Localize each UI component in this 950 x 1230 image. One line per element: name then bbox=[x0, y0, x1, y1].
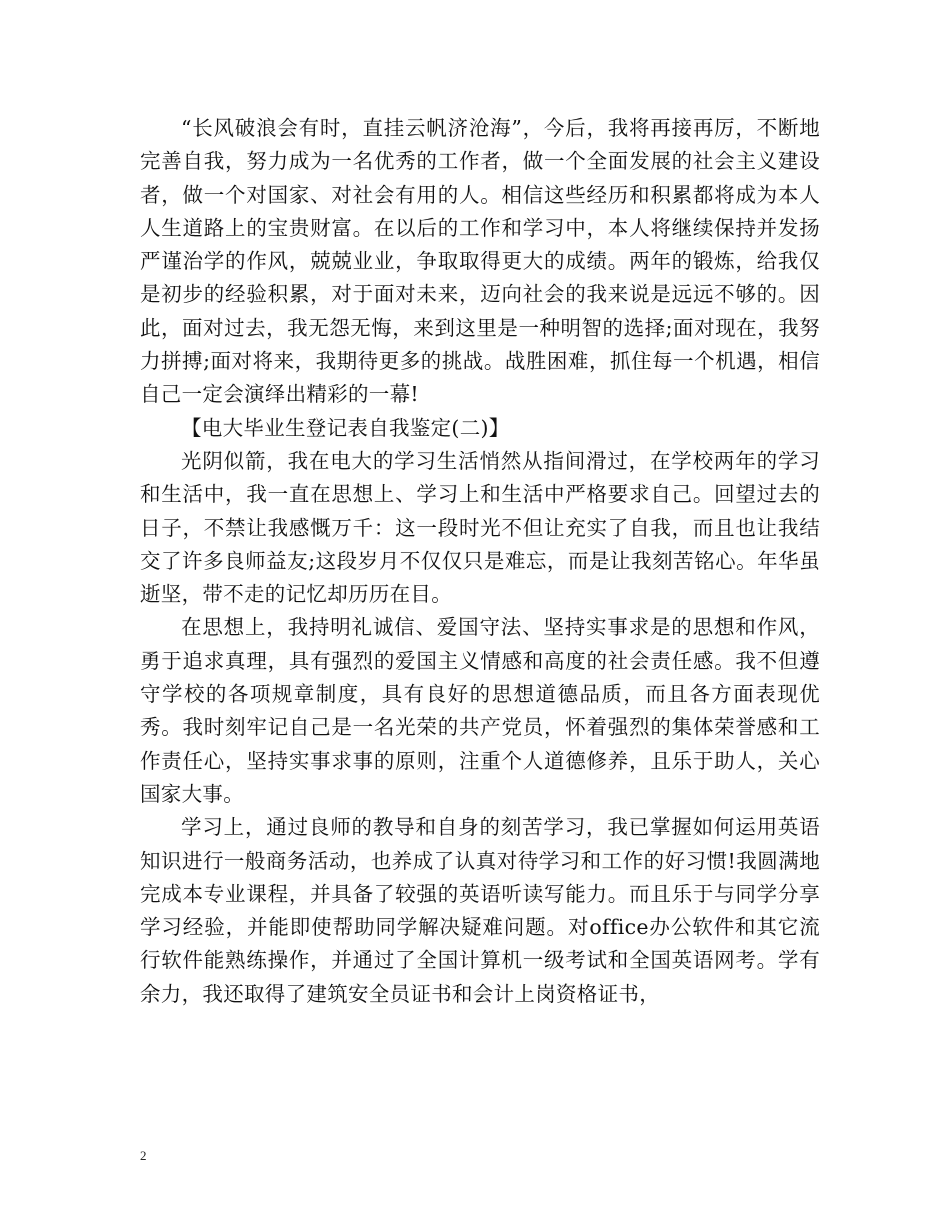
page-number: 2 bbox=[140, 1148, 147, 1163]
body-text bbox=[140, 112, 820, 1011]
paragraph-study: 学习上，通过良师的教导和自身的刻苦学习，我已掌握如何运用英语知识进行一般商务活动，也养成了认真对待学习和工作的好习惯!我圆满地完成本专业课程，并具备了较强的英语听读写能力。而且乐于与同学分享学习经验，并能即使帮助同学解决疑难问题。对office办公软件和其它流行软件能熟练操作，并通过了全国计算机一级考试和全国英语网考。学有余力，我还取得了建筑安全员证书和会计上岗资格证书， bbox=[140, 815, 820, 1006]
paragraph-closing: “长风破浪会有时，直挂云帆济沧海”，今后，我将再接再厉，不断地完善自我，努力成为一名优秀的工作者，做一个全面发展的社会主义建设者，做一个对国家、对社会有用的人。相信这些经历和积累都将成为本人人生道路上的宝贵财富。在以后的工作和学习中，本人将继续保持并发扬严谨治学的作风，兢兢业业，争取取得更大的成绩。两年的锻炼，给我仅是初步的经验积累，对于面对未来，迈向社会的我来说是远远不够的。因此，面对过去，我无怨无悔，来到这里是一种明智的选择;面对现在，我努力拼搏;面对将来，我期待更多的挑战。战胜困难，抓住每一个机遇，相信自己一定会演绎出精彩的一幕! bbox=[140, 116, 820, 407]
paragraph-intro: 光阴似箭，我在电大的学习生活悄然从指间滑过，在学校两年的学习和生活中，我一直在思想上、学习上和生活中严格要求自己。回望过去的日子，不禁让我感慨万千：这一段时光不但让充实了自我，而且也让我结交了许多良师益友;这段岁月不仅仅只是难忘，而是让我刻苦铭心。年华虽逝坚，带不走的记忆却历历在目。 bbox=[140, 448, 820, 607]
section-heading: 【电大毕业生登记表自我鉴定(二)】 bbox=[181, 415, 510, 440]
paragraph-thought: 在思想上，我持明礼诚信、爱国守法、坚持实事求是的思想和作风，勇于追求真理，具有强烈的爱国主义情感和高度的社会责任感。我不但遵守学校的各项规章制度，具有良好的思想道德品质，而且各方面表现优秀。我时刻牢记自己是一名光荣的共产党员，怀着强烈的集体荣誉感和工作责任心，坚持实事求事的原则，注重个人道德修养，且乐于助人，关心国家大事。 bbox=[140, 615, 820, 806]
